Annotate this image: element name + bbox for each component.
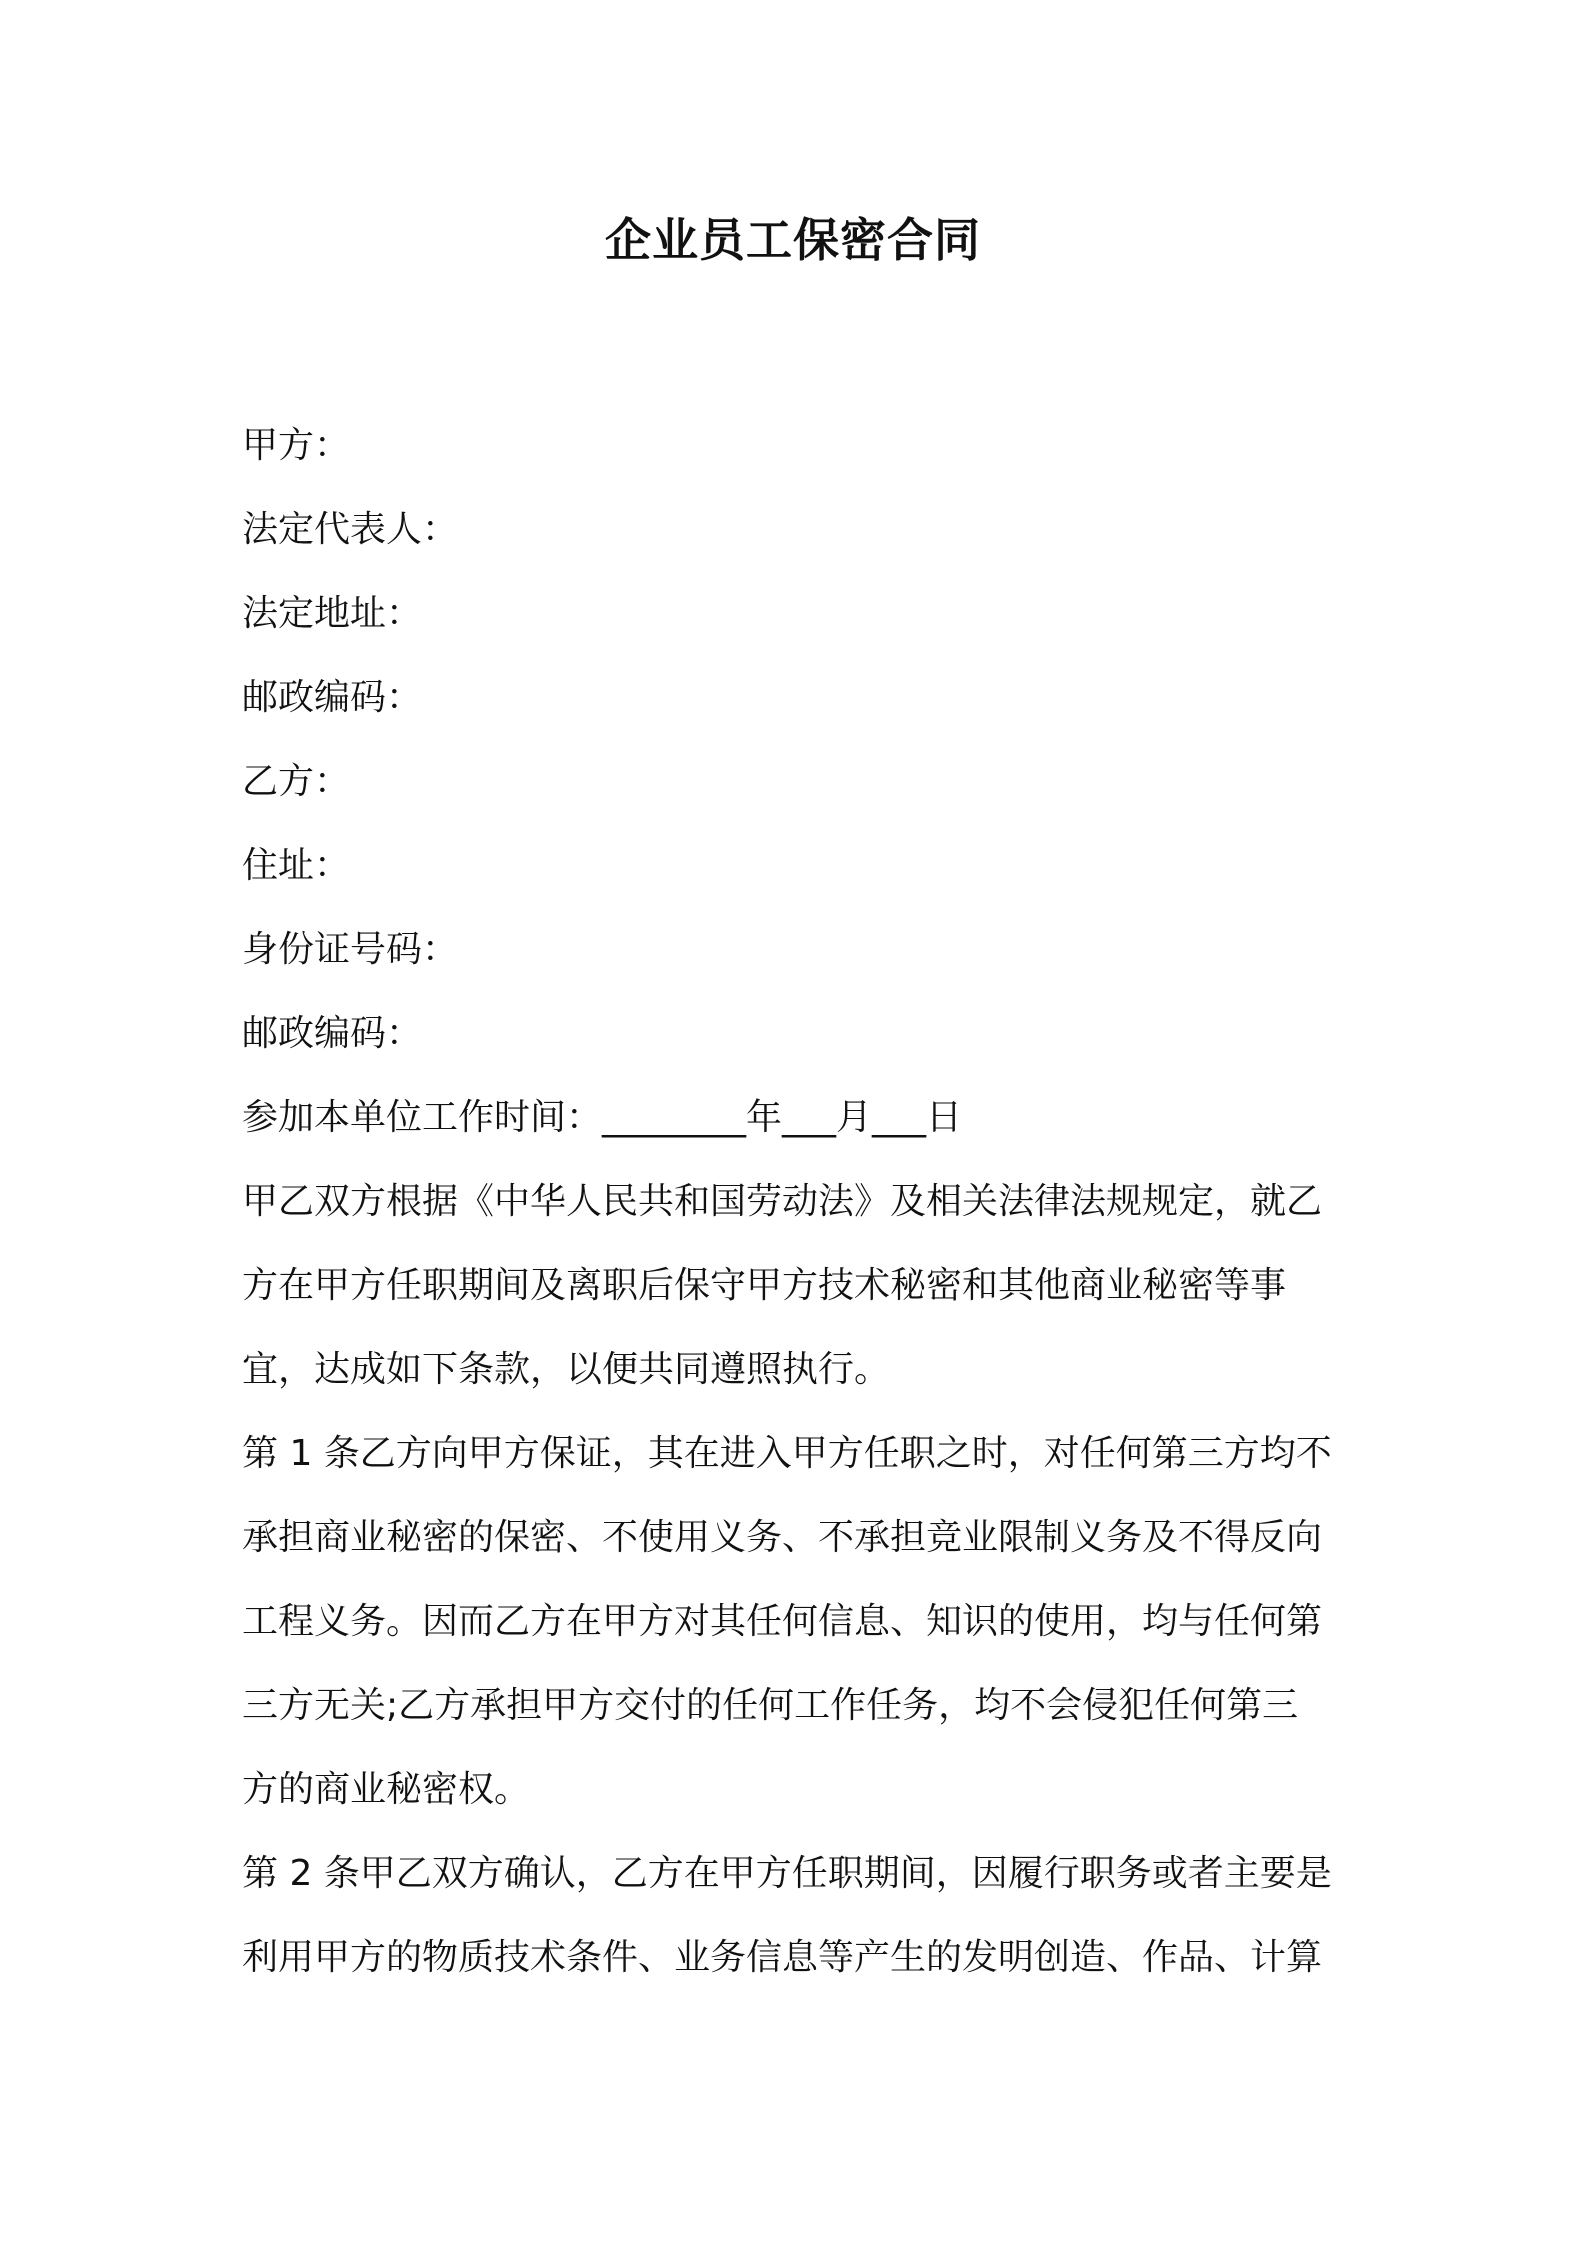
legal-representative-field: 法定代表人： — [242, 509, 459, 550]
article-1-line: 工程义务。因而乙方在甲方对其任何信息、知识的使用，均与任何第 — [242, 1601, 1323, 1642]
legal-address-field: 法定地址： — [242, 593, 423, 634]
article-1-line: 承担商业秘密的保密、不使用义务、不承担竞业限制义务及不得反向 — [242, 1517, 1323, 1558]
document-title: 企业员工保密合同 — [605, 213, 981, 267]
address-field: 住址： — [242, 845, 351, 886]
article-1-line: 三方无关;乙方承担甲方交付的任何工作任务，均不会侵犯任何第三 — [242, 1685, 1299, 1726]
preamble-line: 方在甲方任职期间及离职后保守甲方技术秘密和其他商业秘密等事 — [242, 1265, 1287, 1306]
preamble-paragraph — [242, 1160, 1362, 1412]
article-1-paragraph — [242, 1412, 1362, 1832]
article-1-line: 第 1 条乙方向甲方保证，其在进入甲方任职之时，对任何第三方均不 — [242, 1433, 1332, 1474]
id-number-field: 身份证号码： — [242, 929, 459, 970]
postal-code-b-field: 邮政编码： — [242, 1013, 423, 1054]
document-body — [242, 404, 1362, 2000]
party-b-field: 乙方： — [242, 761, 351, 802]
preamble-line: 甲乙双方根据《中华人民共和国劳动法》及相关法律法规规定，就乙 — [242, 1181, 1323, 1222]
start-date-field: 参加本单位工作时间：________年___月___日 — [242, 1097, 963, 1138]
preamble-line: 宜，达成如下条款，以便共同遵照执行。 — [242, 1349, 891, 1390]
article-1-line: 方的商业秘密权。 — [242, 1769, 531, 1810]
article-2-line: 第 2 条甲乙双方确认，乙方在甲方任职期间，因履行职务或者主要是 — [242, 1853, 1332, 1894]
postal-code-a-field: 邮政编码： — [242, 677, 423, 718]
article-2-line: 利用甲方的物质技术条件、业务信息等产生的发明创造、作品、计算 — [242, 1937, 1323, 1978]
article-2-paragraph — [242, 1832, 1362, 2000]
party-a-field: 甲方： — [242, 425, 351, 466]
